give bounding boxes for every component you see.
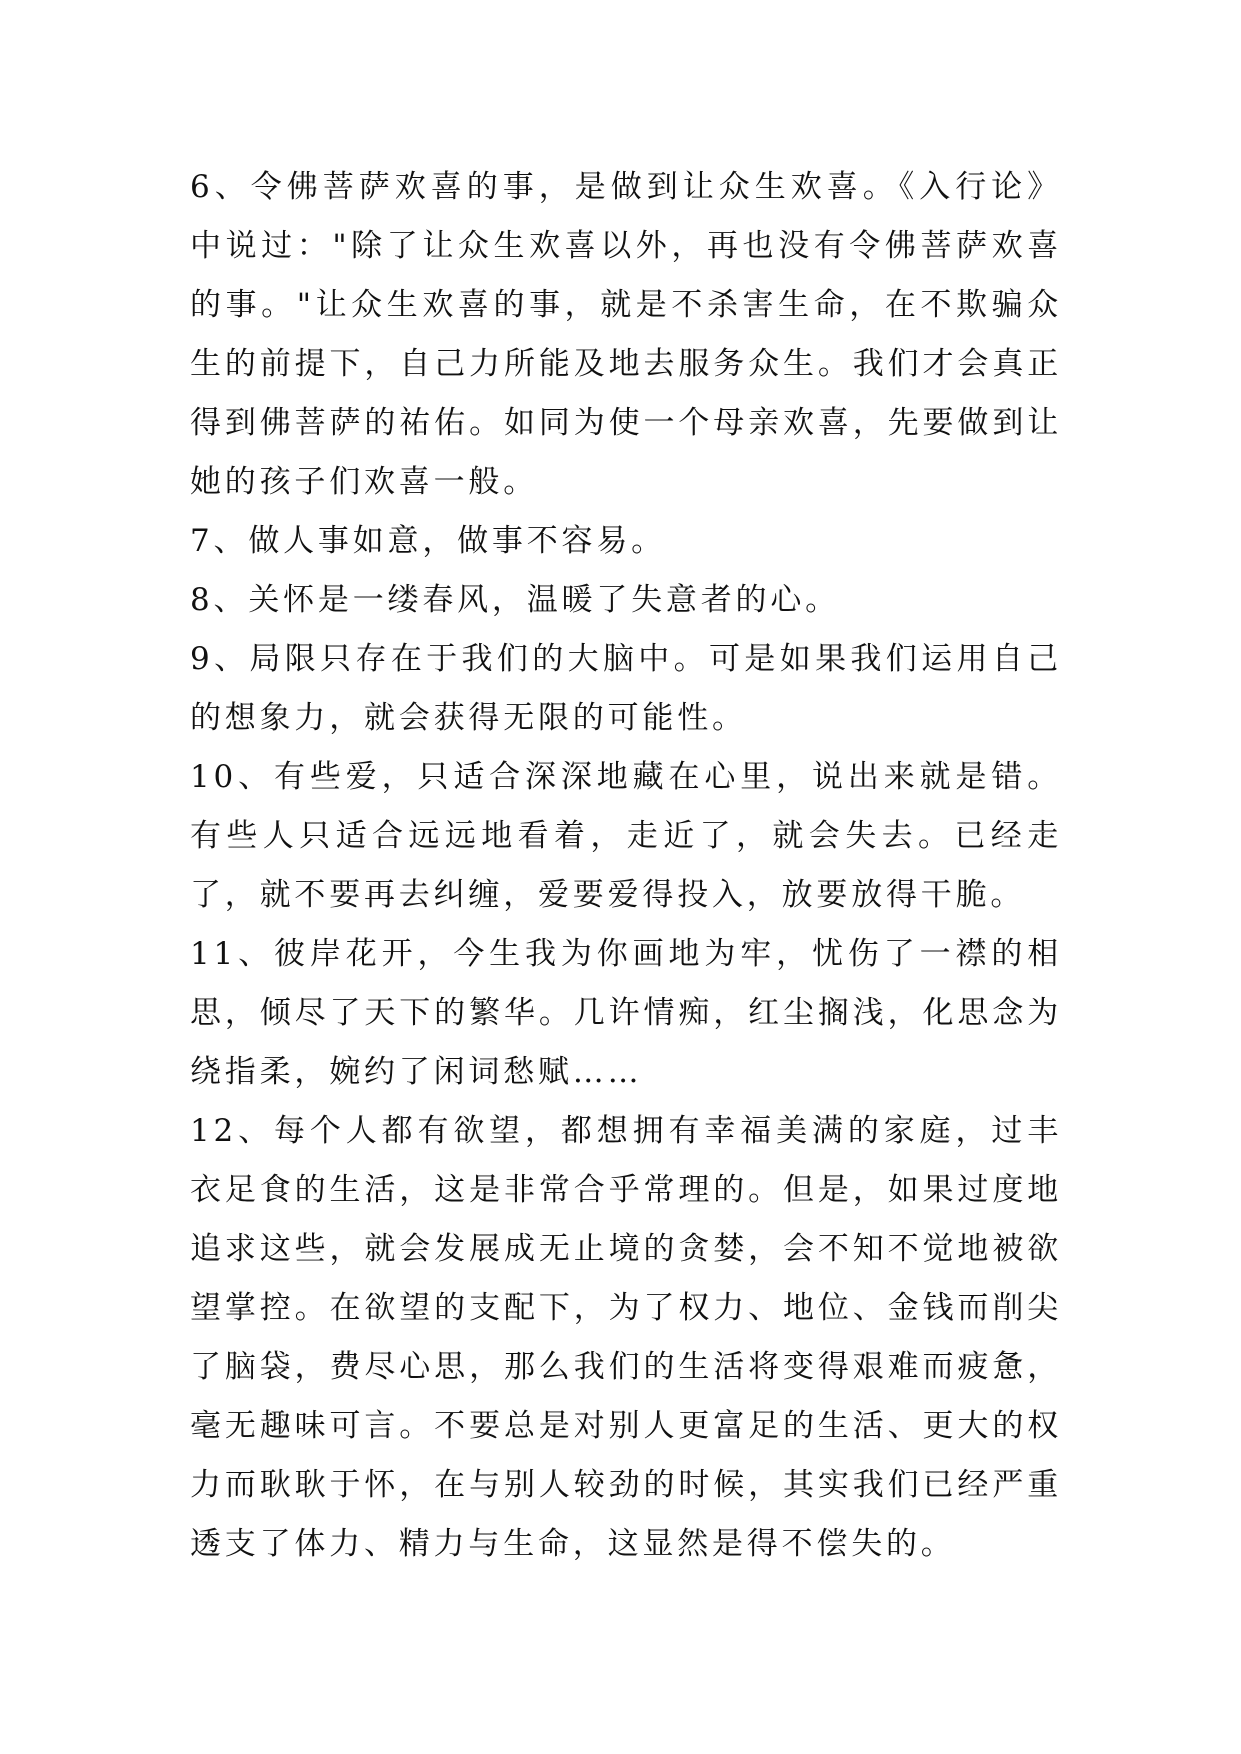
paragraph-9: 9、局限只存在于我们的大脑中。可是如果我们运用自己的想象力，就会获得无限的可能性。 xyxy=(190,641,1062,736)
paragraph-7: 7、做人事如意，做事不容易。 xyxy=(190,523,666,559)
paragraph-11: 11、彼岸花开，今生我为你画地为牢，忧伤了一襟的相思，倾尽了天下的繁华。几许情痴，红尘搁浅，化思念为绕指柔，婉约了闲词愁赋…… xyxy=(190,936,1062,1090)
paragraph-8: 8、关怀是一缕春风，温暖了失意者的心。 xyxy=(190,582,840,618)
paragraph-10: 10、有些爱，只适合深深地藏在心里，说出来就是错。有些人只适合远远地看着，走近了，就会失去。已经走了，就不要再去纠缠，爱要爱得投入，放要放得干脆。 xyxy=(190,759,1062,913)
paragraph-12: 12、每个人都有欲望，都想拥有幸福美满的家庭，过丰衣足食的生活，这是非常合乎常理的。但是，如果过度地追求这些，就会发展成无止境的贪婪，会不知不觉地被欲望掌控。在欲望的支配下，为了权力、地位、金钱而削尖了脑袋，费尽心思，那么我们的生活将变得艰难而疲惫，毫无趣味可言。不要总是对别人更富足的生活、更大的权力而耿耿于怀，在与别人较劲的时候，其实我们已经严重透支了体力、精力与生命，这显然是得不偿失的。 xyxy=(190,1113,1062,1562)
paragraph-6: 6、令佛菩萨欢喜的事，是做到让众生欢喜。《入行论》中说过："除了让众生欢喜以外，再也没有令佛菩萨欢喜的事。"让众生欢喜的事，就是不杀害生命，在不欺骗众生的前提下，自己力所能及地去服务众生。我们才会真正得到佛菩萨的祐佑。如同为使一个母亲欢喜，先要做到让她的孩子们欢喜一般。 xyxy=(190,169,1062,500)
document-body xyxy=(190,158,1062,1574)
